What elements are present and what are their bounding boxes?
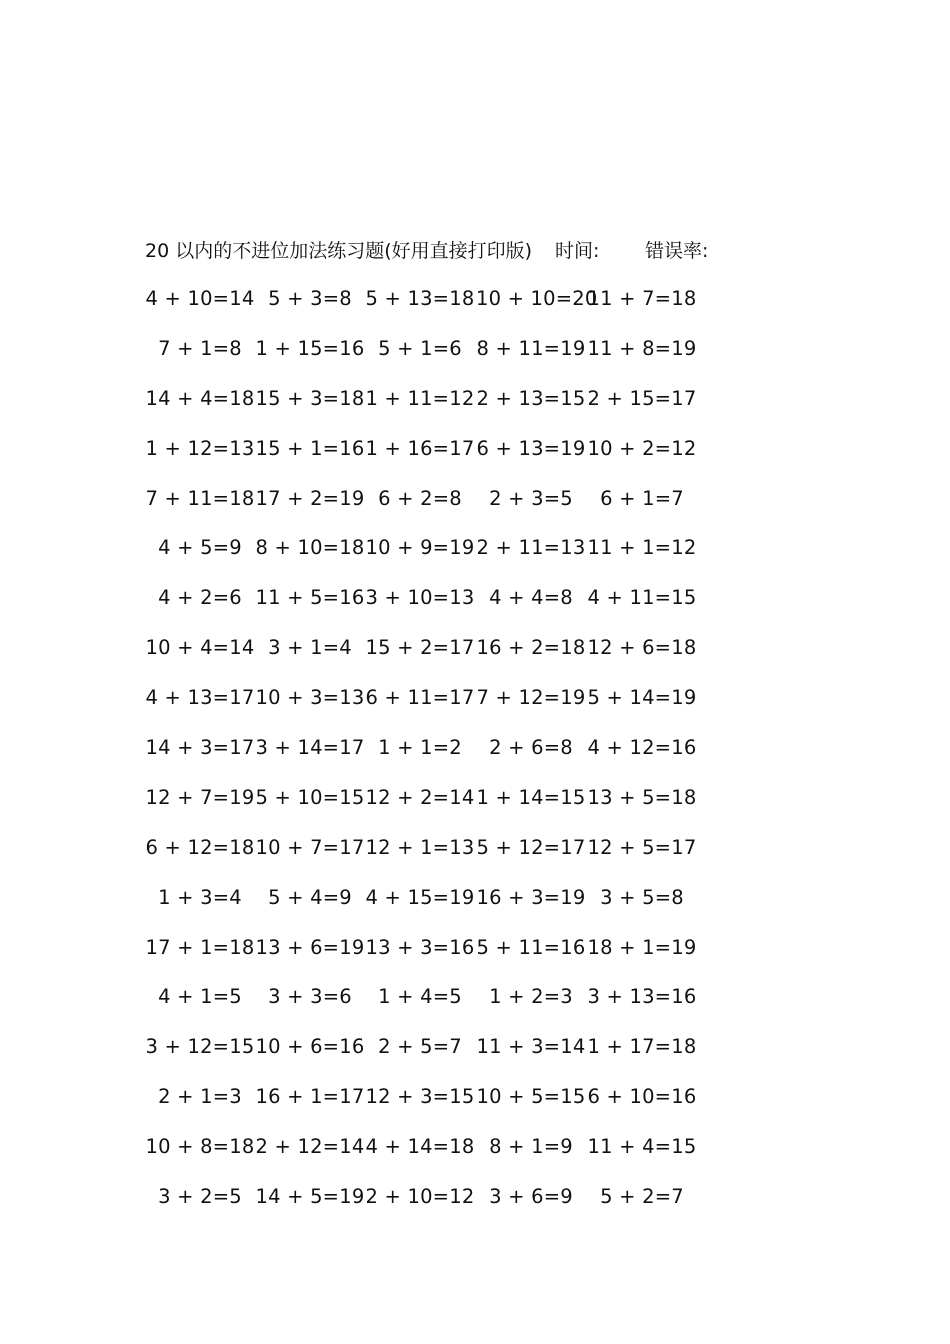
problem-item: 2 + 6=8 — [489, 736, 573, 760]
worksheet-header — [145, 237, 845, 265]
problem-row — [145, 983, 705, 1033]
problem-item: 3 + 14=17 — [255, 736, 365, 760]
problem-item: 14 + 5=19 — [255, 1185, 365, 1209]
problem-item: 10 + 4=14 — [145, 636, 255, 660]
problem-item: 4 + 4=8 — [489, 586, 573, 610]
worksheet-title: 20 以内的不进位加法练习题(好用直接打印版) — [145, 240, 533, 262]
problem-item: 10 + 6=16 — [255, 1035, 365, 1059]
problem-row — [145, 634, 705, 684]
problem-item: 12 + 3=15 — [365, 1085, 475, 1109]
problem-item: 8 + 11=19 — [476, 336, 586, 360]
problem-item: 5 + 3=8 — [268, 287, 352, 310]
problem-item: 5 + 4=9 — [268, 885, 352, 909]
problem-item: 1 + 16=17 — [365, 436, 475, 460]
problem-item: 18 + 1=19 — [587, 935, 697, 959]
problem-item: 2 + 13=15 — [476, 386, 586, 410]
problem-item: 1 + 17=18 — [587, 1035, 697, 1059]
problem-item: 8 + 10=18 — [255, 536, 365, 560]
problem-item: 11 + 7=18 — [587, 287, 697, 310]
problem-item: 5 + 2=7 — [600, 1185, 684, 1209]
problem-item: 10 + 10=20 — [476, 287, 598, 310]
problem-item: 6 + 12=18 — [145, 835, 255, 859]
problem-item: 7 + 12=19 — [476, 686, 586, 710]
problem-item: 3 + 2=5 — [158, 1185, 242, 1209]
problem-item: 5 + 10=15 — [255, 785, 365, 809]
problem-item: 2 + 1=3 — [158, 1085, 242, 1109]
problem-item: 3 + 6=9 — [489, 1185, 573, 1209]
problem-item: 11 + 5=16 — [255, 586, 365, 610]
problem-item: 3 + 10=13 — [365, 586, 475, 610]
problem-row — [145, 385, 705, 435]
problem-item: 3 + 5=8 — [600, 885, 684, 909]
problem-item: 5 + 13=18 — [365, 287, 475, 310]
problem-item: 1 + 14=15 — [476, 785, 586, 809]
problem-item: 5 + 1=6 — [378, 336, 462, 360]
problem-item: 11 + 8=19 — [587, 336, 697, 360]
problem-row — [145, 934, 705, 984]
problem-item: 13 + 5=18 — [587, 785, 697, 809]
problem-item: 2 + 3=5 — [489, 486, 573, 510]
problem-item: 2 + 11=13 — [476, 536, 586, 560]
problem-item: 3 + 1=4 — [268, 636, 352, 660]
problem-item: 4 + 14=18 — [365, 1135, 475, 1159]
problem-row — [145, 534, 705, 584]
problem-item: 1 + 2=3 — [489, 985, 573, 1009]
problem-item: 4 + 15=19 — [365, 885, 475, 909]
problem-row — [145, 285, 705, 335]
problem-item: 4 + 10=14 — [145, 287, 255, 310]
problem-row — [145, 1183, 705, 1233]
problem-item: 12 + 7=19 — [145, 785, 255, 809]
problem-item: 16 + 2=18 — [476, 636, 586, 660]
problem-item: 12 + 5=17 — [587, 835, 697, 859]
problem-item: 5 + 11=16 — [476, 935, 586, 959]
problem-item: 4 + 2=6 — [158, 586, 242, 610]
problem-item: 10 + 9=19 — [365, 536, 475, 560]
problem-item: 1 + 3=4 — [158, 885, 242, 909]
problem-item: 2 + 12=14 — [255, 1135, 365, 1159]
problem-item: 7 + 1=8 — [158, 336, 242, 360]
problem-item: 1 + 1=2 — [378, 736, 462, 760]
problem-row — [145, 1133, 705, 1183]
problem-item: 2 + 5=7 — [378, 1035, 462, 1059]
problem-item: 3 + 13=16 — [587, 985, 697, 1009]
problem-item: 10 + 5=15 — [476, 1085, 586, 1109]
problem-item: 7 + 11=18 — [145, 486, 255, 510]
problem-item: 11 + 4=15 — [587, 1135, 697, 1159]
problem-row — [145, 335, 705, 385]
problem-row — [145, 435, 705, 485]
problem-item: 10 + 2=12 — [587, 436, 697, 460]
problem-item: 14 + 3=17 — [145, 736, 255, 760]
problem-row — [145, 734, 705, 784]
problem-item: 16 + 3=19 — [476, 885, 586, 909]
problem-item: 4 + 13=17 — [145, 686, 255, 710]
problem-grid — [145, 285, 705, 1233]
problem-item: 10 + 3=13 — [255, 686, 365, 710]
problem-item: 6 + 10=16 — [587, 1085, 697, 1109]
problem-item: 8 + 1=9 — [489, 1135, 573, 1159]
problem-item: 3 + 12=15 — [145, 1035, 255, 1059]
problem-item: 4 + 12=16 — [587, 736, 697, 760]
problem-item: 4 + 1=5 — [158, 985, 242, 1009]
problem-item: 6 + 1=7 — [600, 486, 684, 510]
problem-row — [145, 784, 705, 834]
problem-item: 5 + 12=17 — [476, 835, 586, 859]
problem-row — [145, 884, 705, 934]
problem-item: 1 + 4=5 — [378, 985, 462, 1009]
problem-item: 1 + 12=13 — [145, 436, 255, 460]
problem-item: 1 + 15=16 — [255, 336, 365, 360]
problem-item: 11 + 1=12 — [587, 536, 697, 560]
problem-item: 11 + 3=14 — [476, 1035, 586, 1059]
problem-item: 5 + 14=19 — [587, 686, 697, 710]
problem-item: 12 + 2=14 — [365, 785, 475, 809]
problem-item: 6 + 11=17 — [365, 686, 475, 710]
problem-item: 13 + 3=16 — [365, 935, 475, 959]
problem-row — [145, 684, 705, 734]
problem-item: 14 + 4=18 — [145, 386, 255, 410]
problem-item: 17 + 1=18 — [145, 935, 255, 959]
problem-item: 4 + 5=9 — [158, 536, 242, 560]
problem-item: 3 + 3=6 — [268, 985, 352, 1009]
problem-row — [145, 584, 705, 634]
problem-item: 15 + 2=17 — [365, 636, 475, 660]
problem-item: 12 + 1=13 — [365, 835, 475, 859]
problem-item: 6 + 2=8 — [378, 486, 462, 510]
problem-item: 10 + 7=17 — [255, 835, 365, 859]
problem-item: 16 + 1=17 — [255, 1085, 365, 1109]
problem-row — [145, 485, 705, 535]
problem-row — [145, 1083, 705, 1133]
problem-item: 6 + 13=19 — [476, 436, 586, 460]
problem-item: 2 + 15=17 — [587, 386, 697, 410]
problem-item: 2 + 10=12 — [365, 1185, 475, 1209]
problem-item: 1 + 11=12 — [365, 386, 475, 410]
problem-item: 4 + 11=15 — [587, 586, 697, 610]
problem-item: 15 + 3=18 — [255, 386, 365, 410]
problem-item: 15 + 1=16 — [255, 436, 365, 460]
error-rate-label: 错误率: — [645, 240, 709, 262]
problem-item: 17 + 2=19 — [255, 486, 365, 510]
time-label: 时间: — [555, 240, 600, 262]
problem-row — [145, 1033, 705, 1083]
problem-item: 12 + 6=18 — [587, 636, 697, 660]
problem-item: 10 + 8=18 — [145, 1135, 255, 1159]
problem-row — [145, 834, 705, 884]
problem-item: 13 + 6=19 — [255, 935, 365, 959]
